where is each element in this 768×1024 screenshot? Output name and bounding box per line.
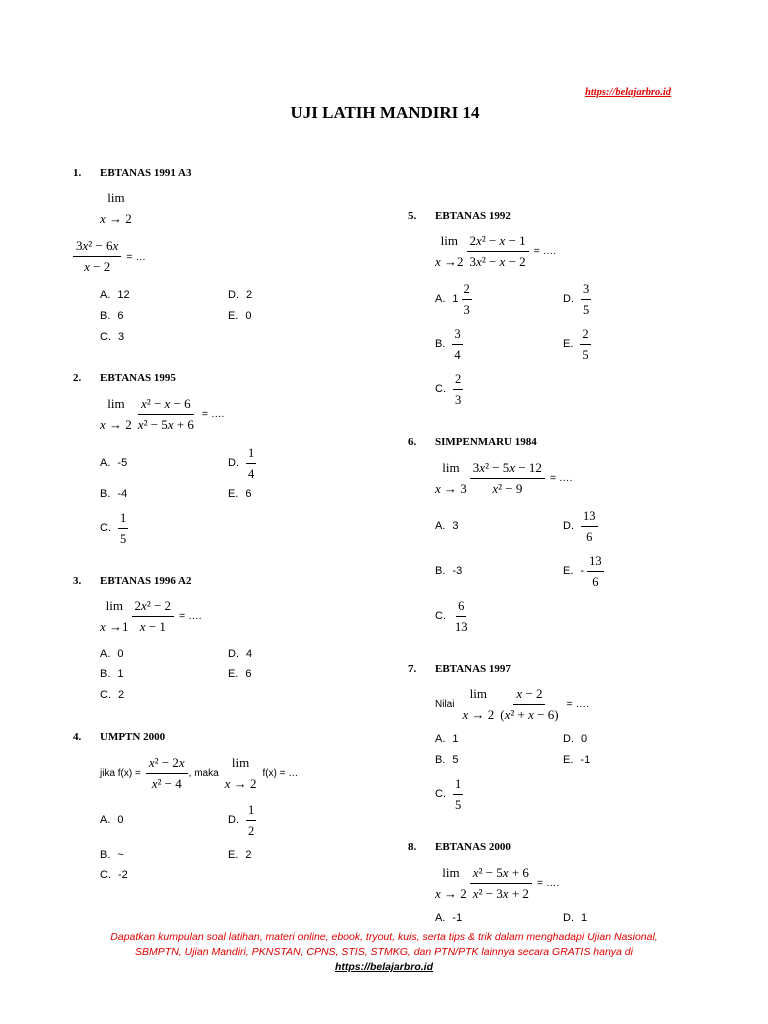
option-label: A. — [435, 912, 446, 924]
fraction-numerator: 3x² − 6x — [73, 236, 121, 257]
question-source: UMPTN 2000 — [100, 731, 166, 743]
fraction-numerator: 2 — [453, 369, 463, 390]
option-label: D. — [228, 648, 239, 660]
limit-operator — [225, 752, 257, 794]
option-value: 2 — [118, 689, 125, 701]
fraction-numerator: 2x² − x − 1 — [467, 231, 529, 252]
limit-expression — [100, 393, 224, 435]
expression-fraction — [467, 231, 529, 272]
equals-ellipsis: = …. — [536, 877, 560, 889]
fraction-numerator: 1 — [453, 774, 463, 795]
option-c — [100, 316, 124, 358]
footer-promo — [0, 930, 768, 975]
option-fraction — [580, 324, 590, 365]
option-label: A. — [435, 733, 446, 745]
option-value: 1 — [452, 733, 459, 745]
option-fraction — [453, 369, 463, 410]
expression-fraction — [73, 236, 121, 277]
option-e — [228, 653, 252, 695]
option-label: E. — [228, 668, 239, 680]
equals-ellipsis: = …. — [533, 245, 557, 257]
fraction-denominator: 6 — [586, 529, 593, 544]
fraction-denominator: 4 — [248, 466, 255, 481]
option-c — [435, 595, 470, 637]
fraction-denominator: 6 — [592, 574, 599, 589]
option-label: D. — [228, 814, 239, 826]
option-fraction — [581, 279, 591, 320]
limit-expression — [435, 230, 556, 272]
option-value: 2 — [246, 289, 253, 301]
option-fraction — [453, 774, 463, 815]
option-label: A. — [100, 289, 111, 301]
lim-approach: x →1 — [100, 619, 129, 634]
option-e — [228, 834, 252, 876]
lim-label: lim — [231, 755, 250, 770]
lim-label: lim — [442, 865, 460, 880]
question-source: EBTANAS 1991 A3 — [100, 167, 192, 179]
option-value: -4 — [117, 488, 128, 500]
footer-line-1: Dapatkan kumpulan soal latihan, materi online, ebook, tryout, kuis, serta tips & trik dalam menghadapi Ujian Nasional, — [110, 931, 658, 943]
limit-operator — [435, 457, 467, 499]
option-label: B. — [100, 668, 111, 680]
option-fraction — [581, 506, 598, 547]
option-label: E. — [563, 754, 574, 766]
option-label: E. — [563, 338, 574, 350]
fraction-denominator: 2 — [248, 823, 255, 838]
expression-prefix: jika f(x) = — [100, 767, 141, 779]
option-label: D. — [563, 293, 574, 305]
option-value: 1 — [117, 668, 124, 680]
expression-prefix: Nilai — [435, 698, 455, 710]
option-label: A. — [100, 648, 111, 660]
option-label: C. — [435, 788, 446, 800]
option-fraction — [462, 279, 472, 320]
limit-expression — [435, 457, 572, 499]
fraction-numerator: x² − 5x + 6 — [470, 863, 532, 884]
option-label: C. — [100, 689, 111, 701]
question-source: SIMPENMARU 1984 — [435, 436, 537, 448]
expression-suffix: f(x) = … — [262, 767, 299, 779]
question-number: 4. — [73, 731, 82, 743]
option-label: B. — [435, 338, 446, 350]
fraction-numerator: 1 — [118, 508, 128, 529]
option-label: B. — [100, 310, 111, 322]
lim-label: lim — [107, 396, 125, 411]
option-label: A. — [100, 457, 111, 469]
option-value: -1 — [452, 912, 463, 924]
option-value: 6 — [245, 668, 252, 680]
fraction-denominator: 5 — [120, 531, 127, 546]
limit-operator — [100, 393, 132, 435]
option-label: E. — [228, 310, 239, 322]
equals-ellipsis: = …. — [201, 408, 225, 420]
option-value: 2 — [245, 849, 252, 861]
option-label: A. — [435, 293, 446, 305]
fraction-denominator: 4 — [454, 347, 461, 362]
question-number: 2. — [73, 372, 82, 384]
fraction-denominator: 5 — [583, 302, 590, 317]
expression-fraction — [135, 394, 197, 435]
lim-approach: x → 2 — [100, 417, 132, 432]
fraction-denominator: x − 1 — [139, 618, 166, 634]
option-sign: - — [580, 565, 585, 577]
limit-expression — [100, 752, 298, 794]
option-fraction — [118, 508, 128, 549]
option-value: 6 — [117, 310, 124, 322]
fraction-numerator: 3 — [452, 324, 462, 345]
lim-approach: x → 2 — [224, 776, 257, 791]
option-e — [563, 550, 604, 592]
question-source: EBTANAS 2000 — [435, 841, 511, 853]
fraction-denominator: x² − 5x + 6 — [137, 416, 194, 432]
option-value: 3 — [452, 520, 459, 532]
option-label: D. — [563, 912, 574, 924]
option-a — [435, 278, 472, 320]
option-e — [228, 473, 252, 515]
page-title: UJI LATIH MANDIRI 14 — [290, 103, 480, 122]
option-label: D. — [228, 289, 239, 301]
option-label: B. — [100, 488, 111, 500]
option-d — [563, 278, 591, 320]
option-label: C. — [100, 869, 111, 881]
equals-ellipsis: = …. — [179, 610, 202, 622]
question-number: 5. — [408, 210, 417, 222]
fraction-numerator: 13 — [581, 506, 598, 527]
equals-ellipsis: = …. — [549, 472, 573, 484]
fraction-numerator: 2x² − 2 — [132, 596, 175, 617]
fraction-numerator: x − 2 — [513, 684, 545, 705]
fraction-numerator: 2 — [462, 279, 472, 300]
fraction-denominator: x − 2 — [84, 259, 111, 274]
option-b — [435, 550, 462, 592]
option-label: A. — [100, 814, 111, 826]
fraction-numerator: x² − 2x — [146, 753, 188, 774]
question-number: 1. — [73, 167, 82, 179]
fraction-denominator: (x² + x − 6) — [500, 706, 559, 722]
option-value: -2 — [118, 869, 128, 881]
fraction-numerator: x² − x − 6 — [138, 394, 194, 415]
option-fraction — [453, 596, 470, 637]
fraction-numerator: 3x² − 5x − 12 — [470, 458, 545, 479]
equals-ellipsis: = … — [126, 250, 146, 263]
option-e — [228, 295, 252, 337]
fraction-denominator: 3 — [455, 392, 462, 407]
option-value: ~ — [117, 849, 124, 861]
option-value: 3 — [118, 331, 125, 343]
limit-operator — [100, 187, 132, 229]
limit-operator — [100, 595, 129, 637]
lim-label: lim — [105, 598, 123, 613]
question-number: 8. — [408, 841, 417, 853]
option-e — [563, 739, 590, 781]
option-label: C. — [435, 610, 446, 622]
lim-approach: x →2 — [435, 254, 464, 269]
option-label: E. — [228, 488, 239, 500]
option-value: 4 — [246, 648, 253, 660]
option-label: B. — [435, 754, 446, 766]
footer-line-2: SBMPTN, Ujian Mandiri, PKNSTAN, CPNS, STIS, STMKG, dan PTN/PTK lainnya secara GRATIS hanya di — [135, 946, 633, 958]
expression-fraction — [470, 458, 545, 499]
fraction-numerator: 2 — [580, 324, 590, 345]
option-value: 1 — [581, 912, 588, 924]
fraction-numerator: 6 — [456, 596, 466, 617]
limit-expression — [73, 236, 146, 277]
fraction-denominator: x² − 9 — [492, 480, 523, 496]
lim-label: lim — [442, 460, 460, 475]
question-number: 6. — [408, 436, 417, 448]
fraction-numerator: 1 — [246, 800, 256, 821]
fraction-numerator: 1 — [246, 443, 256, 464]
option-label: C. — [100, 522, 111, 534]
option-c — [100, 674, 124, 716]
fraction-denominator: 5 — [455, 797, 462, 812]
fraction-numerator: 13 — [587, 551, 604, 572]
option-a — [435, 505, 459, 547]
option-label: D. — [563, 733, 574, 745]
option-label: B. — [435, 565, 446, 577]
question-source: EBTANAS 1995 — [100, 372, 176, 384]
option-label: A. — [435, 520, 446, 532]
option-value: 0 — [117, 648, 124, 660]
fraction-denominator: x² − 4 — [151, 775, 182, 791]
option-label: E. — [563, 565, 574, 577]
option-d — [563, 505, 598, 547]
option-value: 0 — [117, 814, 124, 826]
option-label: D. — [563, 520, 574, 532]
lim-label: lim — [107, 190, 125, 205]
option-label: D. — [228, 457, 239, 469]
lim-approach: x → 2 — [462, 707, 495, 722]
fraction-denominator: x² − 3x + 2 — [472, 885, 529, 901]
question-source: EBTANAS 1992 — [435, 210, 511, 222]
fraction-denominator: 5 — [582, 347, 589, 362]
option-value: -3 — [452, 565, 463, 577]
limit-expression — [100, 595, 202, 637]
question-number: 7. — [408, 663, 417, 675]
option-whole-number: 1 — [452, 293, 459, 305]
site-link-footer[interactable]: https://belajarbro.id — [334, 961, 433, 973]
lim-label: lim — [440, 233, 458, 248]
option-c — [435, 368, 463, 410]
expression-fraction — [132, 596, 175, 637]
option-label: E. — [228, 849, 239, 861]
lim-approach: x → 3 — [435, 481, 467, 496]
expression-middle: , maka — [188, 767, 219, 779]
question-source: EBTANAS 1996 A2 — [100, 575, 192, 587]
option-e — [563, 323, 591, 365]
option-fraction — [452, 324, 462, 365]
expression-fraction — [470, 863, 532, 904]
equals-ellipsis: = …. — [566, 698, 590, 710]
option-value: 0 — [581, 733, 588, 745]
question-source: EBTANAS 1997 — [435, 663, 511, 675]
option-label: C. — [100, 331, 111, 343]
option-label: C. — [435, 383, 446, 395]
option-c — [100, 507, 128, 549]
option-value: 5 — [452, 754, 459, 766]
option-value: 6 — [245, 488, 252, 500]
fraction-denominator: 3 — [463, 302, 470, 317]
lim-approach: x → 2 — [100, 211, 132, 226]
limit-operator — [462, 683, 494, 725]
lim-label: lim — [469, 686, 488, 701]
site-link-top[interactable]: https://belajarbro.id — [585, 87, 672, 98]
limit-operator — [435, 230, 464, 272]
option-value: -1 — [580, 754, 591, 766]
expression-fraction — [146, 753, 188, 794]
option-value: 12 — [117, 289, 130, 301]
fraction-denominator: 13 — [455, 619, 468, 634]
fraction-numerator: 3 — [581, 279, 591, 300]
lim-approach: x → 2 — [435, 886, 467, 901]
option-value: -5 — [117, 457, 128, 469]
option-value: 0 — [245, 310, 252, 322]
option-c — [100, 854, 128, 896]
fraction-denominator: 3x² − x − 2 — [469, 253, 526, 269]
option-c — [435, 773, 463, 815]
option-label: B. — [100, 849, 111, 861]
option-fraction — [587, 551, 604, 592]
question-number: 3. — [73, 575, 82, 587]
option-b — [435, 323, 463, 365]
expression-fraction — [497, 684, 561, 725]
